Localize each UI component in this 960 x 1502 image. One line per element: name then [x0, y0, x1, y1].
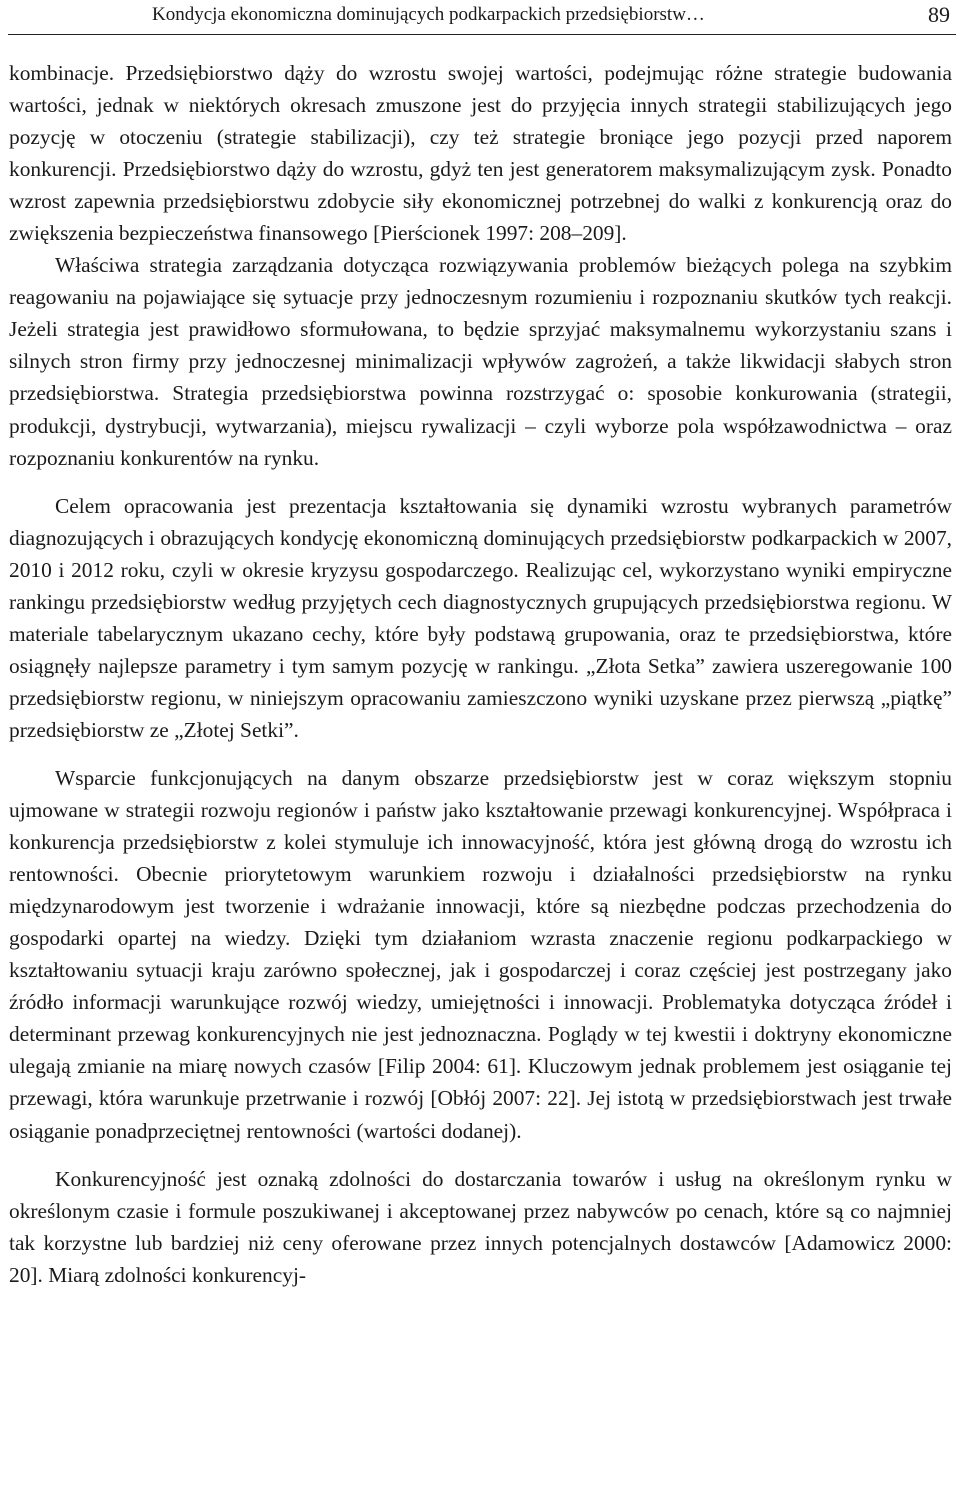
paragraph: Właściwa strategia zarządzania dotycząca rozwiązywania problemów bieżących polega na szybkim reagowaniu na pojawiające się sytuacje przy jednoczesnym rozumieniu i rozpoznaniu skutków tych reakcji. Jeżeli strategia jest prawidłowo sformułowana, to będzie sprzyjać maksymalnemu wykorzystaniu szans i silnych stron firmy przy jednoczesnej minimalizacji wpływów zagrożeń, a także likwidacji słabych stron przedsiębiorstwa. Strategia przedsiębiorstwa powinna rozstrzygać o: sposobie konkurowania (strategii, produkcji, dystrybucji, wytwarzania), miejscu rywalizacji – czyli wyborze pola współzawodnictwa – oraz rozpoznaniu konkurentów na rynku.: [9, 253, 952, 470]
paragraph: Celem opracowania jest prezentacja kształtowania się dynamiki wzrostu wybranych parametrów diagnozujących i obrazujących kondycję ekonomiczną dominujących przedsiębiorstw podkarpackich w 2007, 2010 i 2012 roku, czyli w okresie kryzysu gospodarczego. Realizując cel, wykorzystano wyniki empiryczne rankingu przedsiębiorstw według przyjętych cech diagnostycznych grupujących przedsiębiorstwa regionu. W materiale tabelarycznym ukazano cechy, które były podstawą grupowania, oraz te przedsiębiorstwa, które osiągnęły najlepsze parametry i tym samym pozycję w rankingu. „Złota Setka” zawiera uszeregowanie 100 przedsiębiorstw regionu, w niniejszym opracowaniu zamieszczono wyniki uzyskane przez pierwszą „piątkę” przedsiębiorstw ze „Złotej Setki”.: [9, 493, 952, 742]
running-header: [8, 0, 956, 35]
running-title: Kondycja ekonomiczna dominujących podkarpackich przedsiębiorstw…: [152, 4, 705, 25]
page-number: 89: [928, 2, 950, 27]
paragraph: Wsparcie funkcjonujących na danym obszarze przedsiębiorstw jest w coraz większym stopniu ujmowane w strategii rozwoju regionów i państw jako kształtowanie przewagi konkurencyjnej. Współpraca i konkurencja przedsiębiorstw z kolei stymuluje ich innowacyjność, która jest główną drogą do wzrostu ich rentowności. Obecnie priorytetowym warunkiem rozwoju i działalności przedsiębiorstw na rynku międzynarodowym jest tworzenie i wdrażanie innowacji, które są niezbędne podczas przechodzenia do gospodarki opartej na wiedzy. Dzięki tym działaniom wzrasta znaczenie regionu podkarpackiego w kształtowaniu sytuacji kraju zarówno społecznej, jak i gospodarczej i coraz częściej jest postrzegany jako źródło informacji warunkujące rozwój wiedzy, umiejętności i innowacji. Problematyka dotycząca źródeł i determinant przewag konkurencyjnych nie jest jednoznaczna. Poglądy w tej kwestii i doktryny ekonomiczne ulegają zmianie na miarę nowych czasów [Filip 2004: 61]. Kluczowym jednak problemem jest osiąganie tej przewagi, która warunkuje przetrwanie i rozwój [Obłój 2007: 22]. Jej istotą w przedsiębiorstwach jest trwałe osiąganie ponadprzeciętnej rentowności (wartości dodanej).: [9, 765, 952, 1143]
paragraph: kombinacje. Przedsiębiorstwo dąży do wzrostu swojej wartości, podejmując różne strategie budowania wartości, jednak w niektórych okresach zmuszone jest do przyjęcia innych strategii stabilizujących jego pozycję w otoczeniu (strategie stabilizacji), czy też strategie broniące jego pozycji przed naporem konkurencji. Przedsiębiorstwo dąży do wzrostu, gdyż ten jest generatorem maksymalizującym zysk. Ponadto wzrost zapewnia przedsiębiorstwu zdobycie siły ekonomicznej potrzebnej do walki z konkurencją oraz do zwiększenia bezpieczeństwa finansowego [Pierścionek 1997: 208–209].: [9, 61, 952, 246]
body-text: [9, 57, 952, 1291]
paragraph: Konkurencyjność jest oznaką zdolności do dostarczania towarów i usług na określonym rynku w określonym czasie i formule poszukiwanej i akceptowanej przez nabywców po cenach, które są co najmniej tak korzystne lub bardziej niż ceny oferowane przez innych potencjalnych dostawców [Adamowicz 2000: 20]. Miarą zdolności konkurencyj-: [9, 1166, 952, 1287]
